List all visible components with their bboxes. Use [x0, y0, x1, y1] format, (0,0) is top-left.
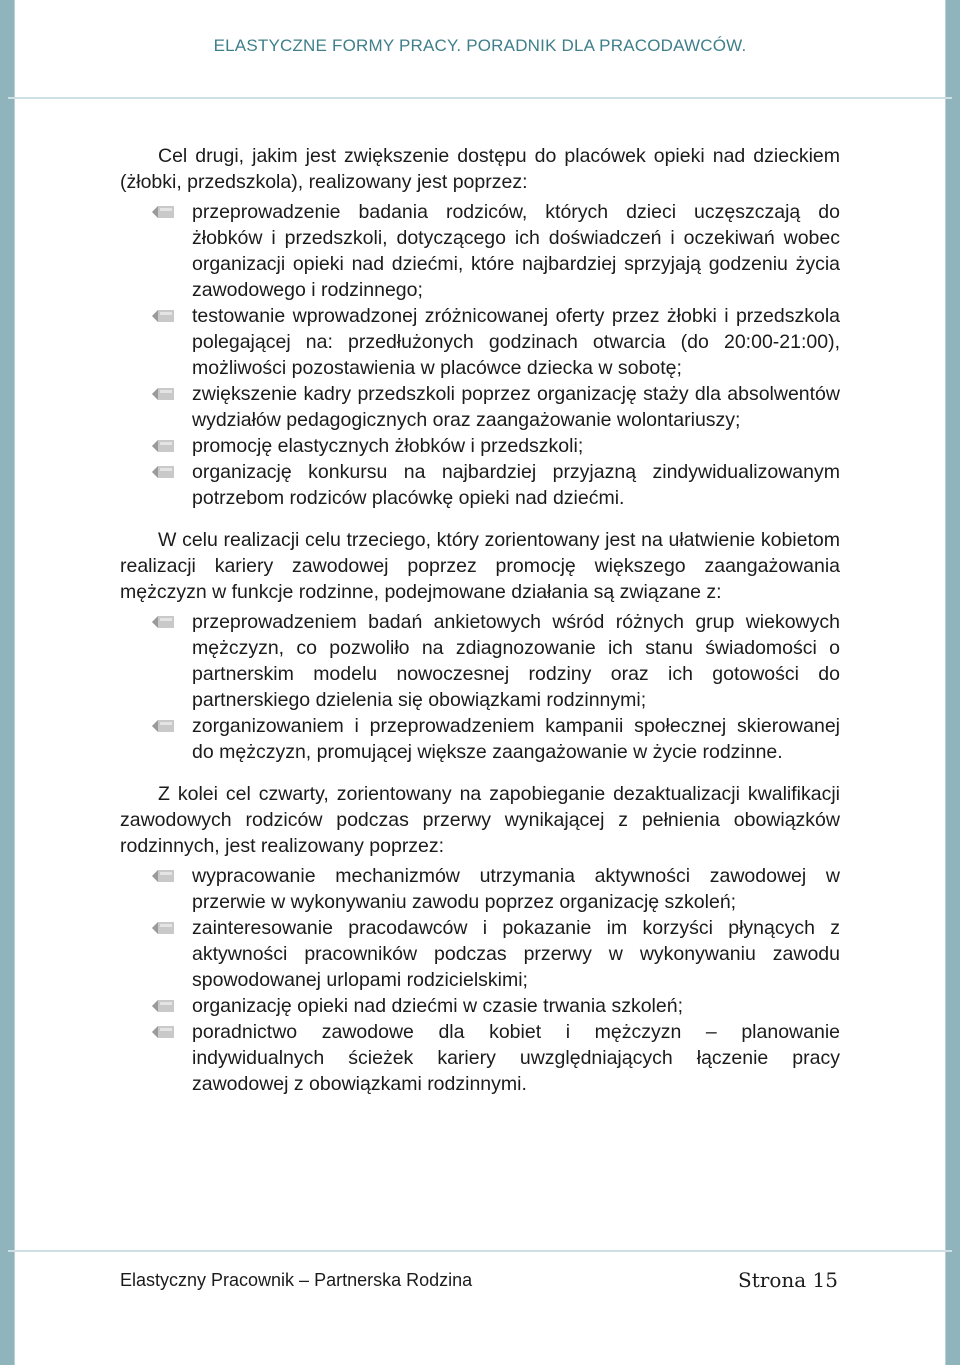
list-item [192, 381, 840, 433]
page-number: Strona 15 [738, 1268, 838, 1292]
pencil-bullet-icon [152, 440, 174, 452]
pencil-bullet-icon [152, 870, 174, 882]
list-item-text: testowanie wprowadzonej zróżnicowanej oferty przez żłobki i przedszkola polegającej na: przedłużonych godzinach otwarcia (do 20:00-21:00), możliwości pozostawienia w placówce dziecka w sobotę; [192, 305, 840, 379]
pencil-bullet-icon [152, 1000, 174, 1012]
list-item [192, 713, 840, 765]
header-divider [8, 97, 952, 99]
list-item [192, 609, 840, 713]
list-item [192, 1019, 840, 1097]
list-item [192, 303, 840, 381]
list-item-text: poradnictwo zawodowe dla kobiet i mężczyzn – planowanie indywidualnych ścieżek kariery uwzględniających łączenie pracy zawodowej z obowiązkami rodzinnymi. [192, 1021, 840, 1095]
list-item-text: zwiększenie kadry przedszkoli poprzez organizację staży dla absolwentów wydziałów pedagogicznych oraz zaangażowanie wolontariuszy; [192, 383, 840, 431]
footer-divider [8, 1250, 952, 1252]
list-item-text: organizację opieki nad dziećmi w czasie trwania szkoleń; [192, 995, 683, 1017]
pencil-bullet-icon [152, 1026, 174, 1038]
list-item [192, 915, 840, 993]
list-item [192, 199, 840, 303]
document-body [120, 143, 840, 1113]
list-item [192, 459, 840, 511]
pencil-bullet-icon [152, 466, 174, 478]
list-item-text: przeprowadzeniem badań ankietowych wśród różnych grup wiekowych mężczyzn, co pozwoliło na zdiagnozowanie ich stanu świadomości o partnerskim modelu nowoczesnej rodziny oraz ich gotowości do partnerskiego dzielenia się obowiązkami rodzinnymi; [192, 611, 840, 711]
right-side-bar [945, 0, 960, 1365]
left-side-bar [0, 0, 15, 1365]
footer-project-name: Elastyczny Pracownik – Partnerska Rodzina [120, 1270, 473, 1290]
list-item-text: wypracowanie mechanizmów utrzymania aktywności zawodowej w przerwie w wykonywaniu zawodu poprzez organizację szkoleń; [192, 865, 840, 913]
pencil-bullet-icon [152, 206, 174, 218]
paragraph-goal-four: Z kolei cel czwarty, zorientowany na zapobieganie dezaktualizacji kwalifikacji zawodowych rodziców podczas przerwy wynikającej z pełnienia obowiązków rodzinnych, jest realizowany poprzez: [120, 783, 840, 857]
paragraph-goal-two: Cel drugi, jakim jest zwiększenie dostępu do placówek opieki nad dzieckiem (żłobki, przedszkola), realizowany jest poprzez: [120, 145, 840, 193]
page-header-title: ELASTYCZNE FORMY PRACY. PORADNIK DLA PRACODAWCÓW. [213, 36, 747, 55]
bullet-list-goal-two [120, 199, 840, 511]
bullet-list-goal-four [120, 863, 840, 1097]
list-item [192, 863, 840, 915]
pencil-bullet-icon [152, 388, 174, 400]
pencil-bullet-icon [152, 922, 174, 934]
pencil-bullet-icon [152, 720, 174, 732]
list-item-text: promocję elastycznych żłobków i przedszkoli; [192, 435, 584, 457]
list-item-text: organizację konkursu na najbardziej przyjazną zindywidualizowanym potrzebom rodziców placówkę opieki nad dziećmi. [192, 461, 840, 509]
bullet-list-goal-three [120, 609, 840, 765]
list-item-text: zainteresowanie pracodawców i pokazanie im korzyści płynących z aktywności pracowników podczas przerwy w wykonywaniu zawodu spowodowanej urlopami rodzicielskimi; [192, 917, 840, 991]
list-item [192, 993, 840, 1019]
pencil-bullet-icon [152, 310, 174, 322]
list-item-text: przeprowadzenie badania rodziców, których dzieci uczęszczają do żłobków i przedszkoli, dotyczącego ich doświadczeń i oczekiwań wobec organizacji opieki nad dziećmi, które najbardziej sprzyjają godzeniu życia zawodowego i rodzinnego; [192, 201, 840, 301]
list-item-text: zorganizowaniem i przeprowadzeniem kampanii społecznej skierowanej do mężczyzn, promującej większe zaangażowanie w życie rodzinne. [192, 715, 840, 763]
list-item [192, 433, 840, 459]
pencil-bullet-icon [152, 616, 174, 628]
paragraph-goal-three: W celu realizacji celu trzeciego, który zorientowany jest na ułatwienie kobietom realizacji kariery zawodowej poprzez promocję większego zaangażowania mężczyzn w funkcje rodzinne, podejmowane działania są związane z: [120, 529, 840, 603]
